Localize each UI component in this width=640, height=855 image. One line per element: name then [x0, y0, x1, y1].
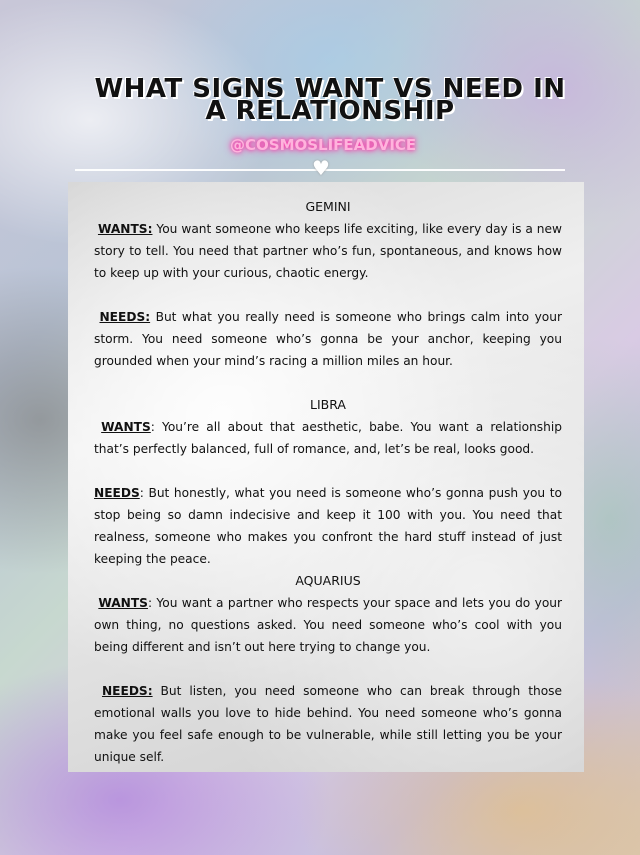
wants-text: : You want a partner who respects your space and lets you do your own thing, no questions asked. You need someone who’s cool with you being different and isn’t out here trying to change you.	[94, 596, 563, 654]
sign-title-libra: LIBRA	[310, 397, 346, 412]
author-handle: @COSMOSLIFEADVICE	[230, 136, 417, 154]
heart-icon: ♥	[312, 156, 330, 180]
aquarius-needs	[94, 680, 562, 768]
wants-label: WANTS:	[97, 222, 153, 236]
needs-label: NEEDS:	[99, 310, 151, 324]
gemini-needs	[94, 306, 562, 372]
content-panel	[68, 182, 584, 772]
aquarius-wants	[94, 592, 562, 658]
wants-label: WANTS	[101, 420, 151, 434]
needs-text: : But honestly, what you need is someone who’s gonna push you to stop being so damn indecisive and keep it 100 with you. You need that realness, someone who makes you confront the hard stuff instead of just keeping the peace.	[94, 486, 562, 566]
wants-text: : You’re all about that aesthetic, babe. You want a relationship that’s perfectly balanced, full of romance, and, let’s be real, looks good.	[94, 420, 563, 456]
needs-label: NEEDS:	[101, 684, 153, 698]
gemini-wants	[94, 218, 562, 284]
libra-needs	[94, 482, 562, 570]
needs-text: But what you really need is someone who brings calm into your storm. You need someone who’s gonna be your anchor, keeping you grounded when your mind’s racing a million miles an hour.	[94, 310, 563, 368]
needs-label: NEEDS	[94, 486, 140, 500]
libra-wants	[94, 416, 562, 460]
sign-title-aquarius: AQUARIUS	[295, 573, 361, 588]
needs-text: But listen, you need someone who can break through those emotional walls you love to hide behind. You need someone who’s gonna make you feel safe enough to be vulnerable, while still letting you be your unique self.	[94, 684, 563, 764]
sign-title-gemini: GEMINI	[305, 199, 351, 214]
wants-label: WANTS	[98, 596, 148, 610]
page-title: WHAT SIGNS WANT VS NEED IN A RELATIONSHIP	[94, 74, 566, 126]
wants-text: You want someone who keeps life exciting, like every day is a new story to tell. You need that partner who’s fun, spontaneous, and knows how to keep up with your curious, chaotic energy.	[94, 222, 562, 280]
